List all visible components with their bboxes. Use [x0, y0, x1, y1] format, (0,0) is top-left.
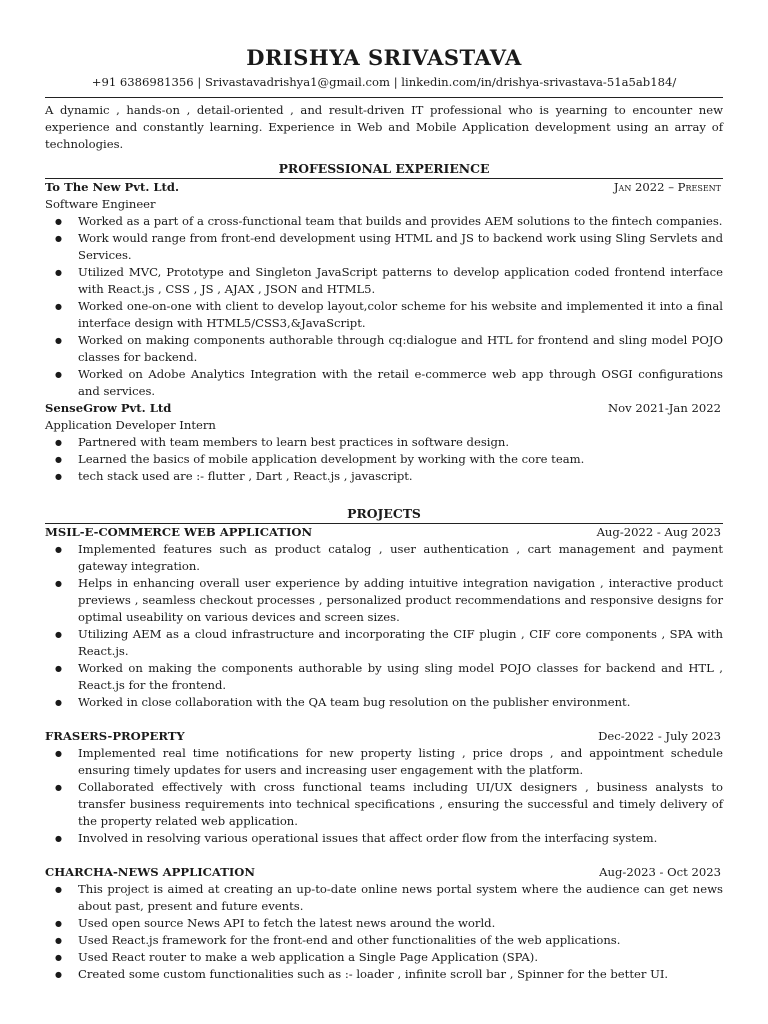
bullet-item: ● Worked on making the components authorable by using sling model POJO classes for backend and HTL , React.js for the frontend. [45, 660, 723, 694]
bullet-item: ● Utilizing AEM as a cloud infrastructure and incorporating the CIF plugin , CIF core components , SPA with React.js. [45, 626, 723, 660]
job-header [45, 400, 723, 417]
job-dates [614, 179, 723, 196]
project-name: CHARCHA-NEWS APPLICATION [45, 865, 256, 879]
projects-section-title: PROJECTS [347, 506, 421, 521]
job-entry [45, 179, 723, 400]
job-header [45, 179, 723, 196]
bullet-item: ● Worked on making components authorable through cq:dialogue and HTL for frontend and sling model POJO classes for backend. [45, 332, 723, 366]
project-dates: Dec-2022 - July 2023 [598, 729, 721, 743]
experience-section-title: PROFESSIONAL EXPERIENCE [278, 161, 490, 176]
project-header [45, 728, 723, 745]
bullet-item: ● Work would range from front-end development using HTML and JS to backend work using Sling Servlets and Services. [45, 230, 723, 264]
project-entry [45, 728, 723, 847]
bullet-item: ● Used React router to make a web application a Single Page Application (SPA). [45, 949, 723, 966]
job-role: Software Engineer [45, 197, 156, 211]
job-role: Application Developer Intern [45, 418, 216, 432]
bullet-item: ● Used open source News API to fetch the latest news around the world. [45, 915, 723, 932]
header-divider [45, 97, 723, 98]
job-company: To The New Pvt. Ltd. [45, 180, 180, 194]
bullet-item: ● Implemented real time notifications for new property listing , price drops , and appointment schedule ensuring timely updates for users and increasing user engagement with the platform. [45, 745, 723, 779]
bullet-item: ● Collaborated effectively with cross functional teams including UI/UX designers , business analysts to transfer business requirements into technical specifications , ensuring the successful and timely delivery of the property related web application. [45, 779, 723, 830]
bullet-item: ● Partnered with team members to learn best practices in software design. [45, 434, 723, 451]
project-name: FRASERS-PROPERTY [45, 729, 185, 743]
bullet-item: ● Created some custom functionalities such as :- loader , infinite scroll bar , Spinner for the better UI. [45, 966, 723, 983]
project-dates: Aug-2023 - Oct 2023 [599, 865, 721, 879]
candidate-name: DRISHYA SRIVASTAVA [246, 45, 522, 70]
project-header [45, 524, 723, 541]
bullet-item: ● Implemented features such as product catalog , user authentication , cart management and payment gateway integration. [45, 541, 723, 575]
bullet-item: ● tech stack used are :- flutter , Dart , React.js , javascript. [45, 468, 723, 485]
job-bullets [45, 213, 723, 400]
job-bullets [45, 434, 723, 485]
bullet-item: ● This project is aimed at creating an up-to-date online news portal system where the audience can get news about past, present and future events. [45, 881, 723, 915]
job-company: SenseGrow Pvt. Ltd [45, 401, 172, 415]
job-entry [45, 400, 723, 485]
project-bullets [45, 745, 723, 847]
bullet-item: ● Used React.js framework for the front-end and other functionalities of the web applications. [45, 932, 723, 949]
bullet-item: ● Involved in resolving various operational issues that affect order flow from the interfacing system. [45, 830, 723, 847]
project-header [45, 864, 723, 881]
job-dates: Nov 2021-Jan 2022 [608, 401, 721, 415]
project-entry [45, 524, 723, 711]
bullet-item: ● Learned the basics of mobile application development by working with the core team. [45, 451, 723, 468]
bullet-item: ● Worked one-on-one with client to develop layout,color scheme for his website and implemented it into a final interface design with HTML5/CSS3,&JavaScript. [45, 298, 723, 332]
project-name: MSIL-E-COMMERCE WEB APPLICATION [45, 525, 313, 539]
bullet-item: ● Utilized MVC, Prototype and Singleton JavaScript patterns to develop application coded frontend interface with React.js , CSS , JS , AJAX , JSON and HTML5. [45, 264, 723, 298]
contact-line: +91 6386981356 | Srivastavadrishya1@gmail.com | linkedin.com/in/drishya-srivastava-51a5ab184/ [91, 75, 677, 89]
bullet-item: ● Worked as a part of a cross-functional team that builds and provides AEM solutions to the fintech companies. [45, 213, 723, 230]
project-bullets [45, 881, 723, 983]
project-bullets [45, 541, 723, 711]
project-entry [45, 864, 723, 983]
bullet-item: ● Helps in enhancing overall user experience by adding intuitive integration navigation , interactive product previews , seamless checkout processes , personalized product recommendations and responsive designs for optimal useability on various devices and screen sizes. [45, 575, 723, 626]
project-dates: Aug-2022 - Aug 2023 [596, 525, 721, 539]
summary-paragraph: A dynamic , hands-on , detail-oriented , and result-driven IT professional who is yearning to encounter new experience and constantly learning. Experience in Web and Mobile Application development using an array of technologies. [45, 103, 723, 151]
bullet-item: ● Worked on Adobe Analytics Integration with the retail e-commerce web app through OSGI configurations and services. [45, 366, 723, 400]
job-dates-text: Jan 2022 – Present [613, 180, 721, 194]
bullet-item: ● Worked in close collaboration with the QA team bug resolution on the publisher environment. [45, 694, 723, 711]
